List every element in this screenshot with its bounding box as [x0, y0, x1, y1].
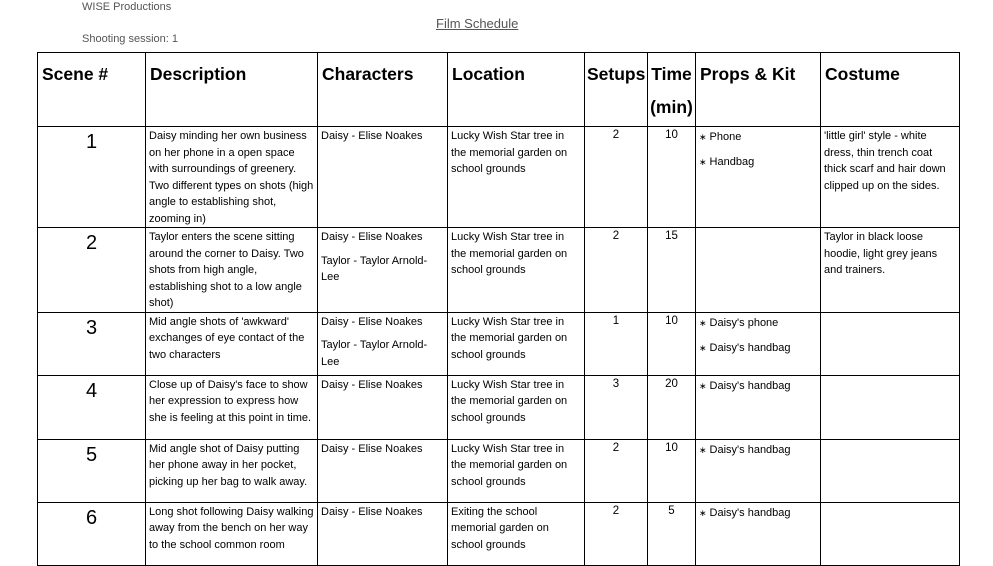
scene-time: 5 — [668, 504, 675, 517]
scene-location: Exiting the school memorial garden on school grounds — [451, 505, 549, 551]
character-entry: Taylor - Taylor Arnold-Lee — [321, 339, 428, 368]
prop-label: Daisy's handbag — [709, 379, 791, 392]
scene-description: Taylor enters the scene sitting around the corner to Daisy. Two shots from high angle, establishing shot to a low angle shot) — [149, 231, 304, 309]
col-location: Location — [448, 53, 585, 127]
schedule-table — [37, 52, 960, 566]
scene-setups: 2 — [612, 129, 620, 141]
scene-characters — [318, 440, 447, 458]
table-row — [38, 439, 960, 502]
col-setups: Setups — [585, 53, 648, 127]
page-title: Film Schedule — [436, 16, 519, 31]
prop-label: Daisy's phone — [709, 316, 779, 329]
prop-label: Daisy's handbag — [709, 506, 791, 519]
col-props: Props & Kit — [696, 53, 821, 127]
bullet-icon: ∗ — [699, 342, 707, 353]
character-entry: Taylor - Taylor Arnold-Lee — [321, 254, 428, 283]
scene-costume — [821, 440, 959, 441]
scene-costume — [821, 503, 959, 504]
scene-description: Close up of Daisy's face to show her expression to express how she is feeling at this point in time. — [149, 378, 312, 424]
bullet-icon: ∗ — [699, 507, 707, 518]
prop-item — [699, 154, 817, 170]
prop-item — [699, 340, 817, 356]
scene-props — [696, 228, 820, 230]
bullet-icon: ∗ — [699, 380, 707, 391]
prop-label: Daisy's handbag — [709, 443, 791, 456]
prop-item — [699, 505, 817, 521]
scene-description: Mid angle shot of Daisy putting her phone away in her pocket, picking up her bag to walk away. — [149, 442, 308, 488]
col-costume: Costume — [821, 53, 960, 127]
col-scene: Scene # — [38, 53, 146, 127]
col-time-label: Time — [651, 64, 692, 84]
prop-item — [699, 378, 817, 394]
character-entry: Daisy - Elise Noakes — [321, 442, 423, 455]
scene-costume — [821, 313, 959, 314]
scene-props — [696, 440, 820, 458]
bullet-icon: ∗ — [699, 132, 707, 142]
bullet-icon: ∗ — [699, 317, 707, 328]
table-row — [38, 228, 960, 313]
character-entry: Daisy - Elise Noakes — [321, 378, 423, 391]
scene-description: Mid angle shots of 'awkward' exchanges of eye contact of the two characters — [149, 315, 305, 361]
scene-characters — [318, 503, 447, 521]
scene-characters — [318, 313, 447, 371]
scene-number: 6 — [85, 506, 98, 529]
scene-props — [696, 127, 820, 170]
scene-costume — [821, 376, 959, 377]
scene-characters — [318, 127, 447, 145]
scene-setups: 2 — [612, 441, 620, 454]
col-time-unit: (min) — [650, 97, 693, 117]
scene-time: 20 — [665, 377, 678, 390]
scene-number: 4 — [85, 379, 98, 402]
scene-setups: 2 — [612, 504, 620, 517]
scene-time: 15 — [665, 230, 678, 242]
scene-number: 3 — [85, 316, 98, 339]
scene-time: 10 — [665, 129, 678, 141]
col-description: Description — [146, 53, 318, 127]
scene-location: Lucky Wish Star tree in the memorial garden on school grounds — [451, 442, 568, 488]
character-entry: Daisy - Elise Noakes — [321, 130, 423, 142]
prop-item — [699, 442, 817, 458]
table-row — [38, 312, 960, 375]
scene-costume: 'little girl' style - white dress, thin trench coat thick scarf and hair down clipped up on the sides. — [824, 130, 946, 192]
scene-props — [696, 376, 820, 394]
prop-label: Handbag — [709, 156, 755, 168]
scene-location: Lucky Wish Star tree in the memorial garden on school grounds — [451, 130, 568, 175]
company-name: WISE Productions — [82, 1, 172, 13]
scene-time: 10 — [665, 441, 678, 454]
scene-characters — [318, 228, 447, 286]
scene-number: 1 — [85, 131, 98, 153]
scene-description: Long shot following Daisy walking away from the bench on her way to the school common room — [149, 505, 314, 551]
scene-props — [696, 313, 820, 356]
prop-label: Daisy's handbag — [709, 341, 791, 354]
scene-location: Lucky Wish Star tree in the memorial garden on school grounds — [451, 378, 568, 424]
shooting-session: Shooting session: 1 — [82, 33, 179, 45]
table-row — [38, 502, 960, 565]
bullet-icon: ∗ — [699, 444, 707, 455]
scene-number: 5 — [85, 443, 98, 466]
scene-time: 10 — [665, 314, 678, 327]
scene-setups: 1 — [612, 314, 620, 327]
scene-location: Lucky Wish Star tree in the memorial garden on school grounds — [451, 315, 568, 361]
scene-props — [696, 503, 820, 521]
character-entry: Daisy - Elise Noakes — [321, 505, 423, 518]
header-row — [38, 53, 960, 127]
prop-item — [699, 315, 817, 331]
table-row — [38, 375, 960, 439]
col-time — [648, 53, 696, 127]
character-entry: Daisy - Elise Noakes — [321, 315, 423, 328]
scene-costume: Taylor in black loose hoodie, light grey jeans and trainers. — [824, 231, 938, 276]
scene-description: Daisy minding her own business on her phone in a open space with surroundings of greenery. Two different types on shots (high angle to establishing shot, zooming in) — [149, 130, 314, 225]
bullet-icon: ∗ — [699, 157, 707, 167]
table-row — [38, 127, 960, 228]
scene-setups: 3 — [612, 377, 620, 390]
scene-number: 2 — [85, 232, 98, 254]
prop-item — [699, 129, 817, 145]
scene-setups: 2 — [612, 230, 620, 242]
scene-characters — [318, 376, 447, 394]
prop-label: Phone — [709, 131, 742, 143]
scene-location: Lucky Wish Star tree in the memorial garden on school grounds — [451, 231, 568, 276]
character-entry: Daisy - Elise Noakes — [321, 231, 423, 243]
col-characters: Characters — [318, 53, 448, 127]
